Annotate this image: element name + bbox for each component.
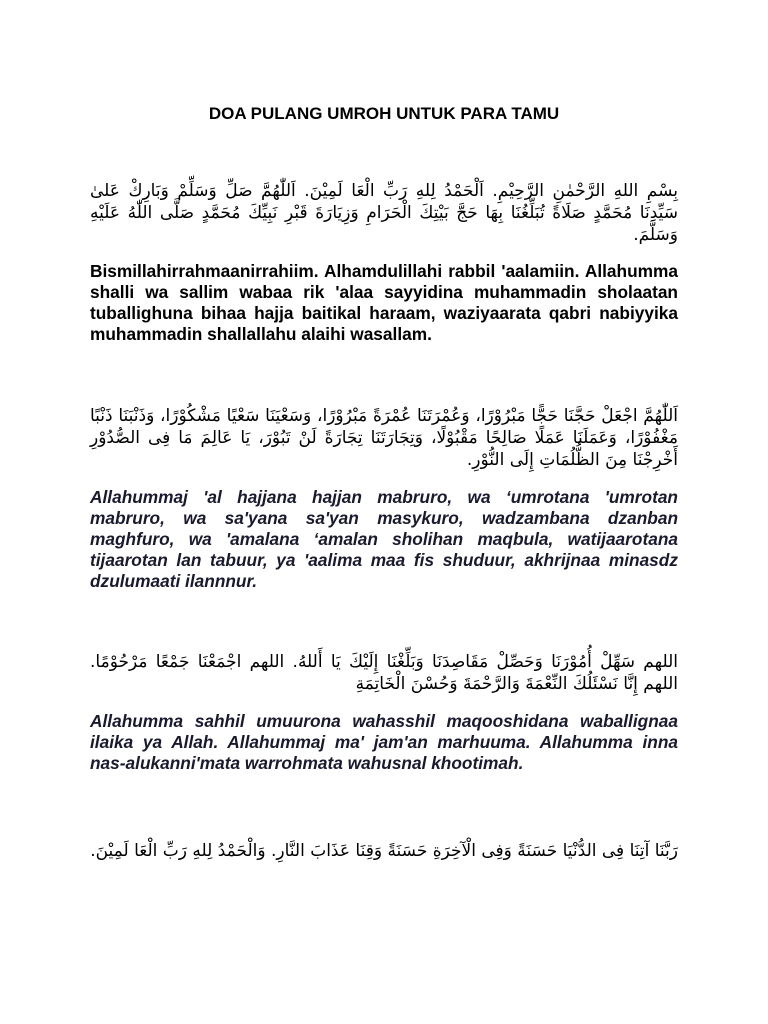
latin-mabrur-prayer: Allahummaj 'al hajjana hajjan mabruro, wa ‘umrotana 'umrotan mabruro, wa sa'yana sa'yan masykuro, wadzambana dzanban maghfuro, wa 'amalana ‘amalan sholihan maqbula, watijaarotana tijaarotan lan tabuur, ya 'aalima maa fis shuduur, akhrijnaa minasdz dzulumaati ilannnur. [90, 487, 678, 591]
arabic-closing-prayer: رَبَّنَا آتِنَا فِى الدُّنْيَا حَسَنَةً وَفِى الْآخِرَةِ حَسَنَةً وَقِنَا عَذَابَ النَّارِ. وَالْحَمْدُ لِلهِ رَبِّ الْعَا لَمِيْنَ. [90, 841, 678, 861]
arabic-mabrur-prayer: اَللّٰهُمَّ اجْعَلْ حَجَّنَا حَجًّا مَبْرُوْرًا، وَعُمْرَتَنَا عُمْرَةً مَبْرُوْرًا، وَسَعْيَنَا سَعْيًا مَشْكُوْرًا، وَذَنْبَنَا ذَنْبًا مَغْفُوْرًا، وَعَمَلَنَا عَمَلًا صَالِحًا مَقْبُوْلًا، وَتِجَارَتَنَا تِجَارَةً لَنْ تَبُوْرَ، يَا عَالِمَ مَا فِى الصُّدُوْرِ أَخْرِجْنَا مِنَ الظُّلُمَاتِ إِلَى النُّوْرِ. [90, 406, 678, 470]
arabic-opening-prayer: بِسْمِ اللهِ الرَّحْمٰنِ الرَّحِيْمِ. اَلْحَمْدُ لِلهِ رَبِّ الْعَا لَمِيْنَ. اَللّٰهُمَّ صَلِّ وَسَلِّمْ وَبَارِكْ عَلىٰ سَيِّدِنَا مُحَمَّدٍ صَلَاةً تُبَلِّغُنَا بِهَا حَجَّ بَيْتِكَ الْحَرَامِ وَزِيَارَةَ قَبْرِ نَبِيِّكَ مُحَمَّدٍ صَلَّى اللّٰهُ عَلَيْهِ وَسَلَّمَ. [90, 181, 678, 245]
arabic-ease-prayer: اللهم سَهِّلْ أُمُوْرَنَا وَحَصِّلْ مَقَاصِدَنَا وَبَلِّغْنَا إِلَيْكَ يَا أَللهُ. اللهم اجْمَعْنَا جَمْعًا مَرْحُوْمًا. اللهم إِنَّا نَسْئَلُكَ النِّعْمَةَ وَالرَّحْمَةَ وَحُسْنَ الْخَاتِمَةِ [90, 652, 678, 694]
document-title: DOA PULANG UMROH UNTUK PARA TAMU [208, 104, 560, 123]
latin-opening-prayer: Bismillahirrahmaanirrahiim. Alhamdulillahi rabbil 'aalamiin. Allahumma shalli wa sallim wabaa rik 'alaa sayyidina muhammadin sholaatan tuballighuna bihaa hajja baitikal haraam, waziyaarata qabri nabiyyika muhammadin shallallahu alaihi wasallam. [90, 261, 678, 344]
latin-ease-prayer: Allahumma sahhil umuurona wahasshil maqooshidana waballignaa ilaika ya Allah. Allahummaj ma' jam'an marhuuma. Allahumma inna nas-alukanni'mata warrohmata wahusnal khootimah. [90, 711, 678, 773]
